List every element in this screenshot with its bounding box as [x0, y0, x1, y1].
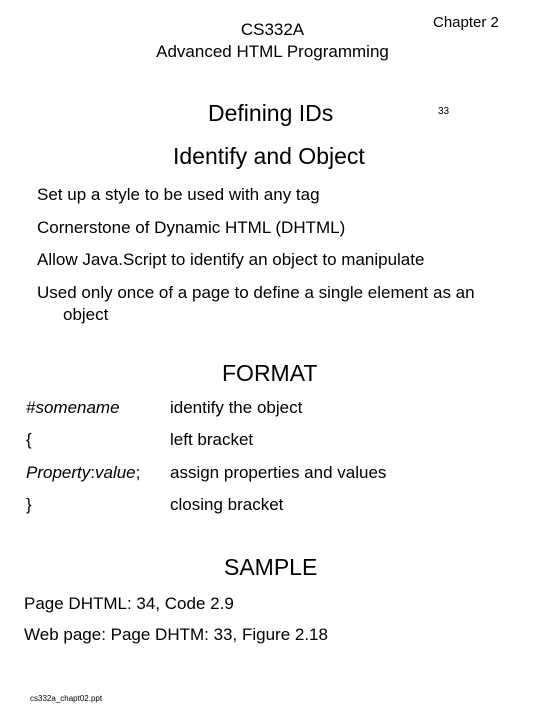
format-syntax: {: [26, 430, 32, 449]
syntax-value: value: [94, 463, 136, 482]
sample-heading: SAMPLE: [224, 554, 318, 580]
bullet-line-continued: object: [63, 305, 109, 324]
bullet-item: Set up a style to be used with any tag: [37, 185, 320, 204]
slide-subtitle: Identify and Object: [173, 143, 365, 169]
bullet-line: Used only once of a page to define a single element as an: [37, 283, 475, 302]
format-description: left bracket: [170, 430, 254, 449]
sample-line: Page DHTML: 34, Code 2.9: [24, 594, 234, 613]
format-description: identify the object: [170, 398, 303, 417]
chapter-label: Chapter 2: [433, 14, 499, 31]
format-syntax: }: [26, 495, 32, 514]
syntax-property: Property: [26, 463, 91, 482]
bullet-item: [37, 282, 517, 326]
format-syntax: [26, 463, 140, 483]
format-description: assign properties and values: [170, 463, 387, 482]
format-description: closing bracket: [170, 495, 284, 514]
syntax-terminator: ;: [135, 463, 141, 482]
format-heading: FORMAT: [222, 360, 318, 386]
format-syntax: [26, 398, 120, 418]
syntax-text: #somename: [26, 398, 120, 417]
syntax-separator: :: [90, 463, 95, 482]
bullet-item: Cornerstone of Dynamic HTML (DHTML): [37, 218, 346, 237]
course-name: Advanced HTML Programming: [156, 42, 389, 61]
slide-number: 33: [438, 106, 450, 117]
course-code: CS332A: [240, 20, 305, 39]
footer-filename: cs332a_chapt02.ppt: [30, 694, 103, 703]
slide-title: Defining IDs: [208, 100, 334, 126]
sample-line: Web page: Page DHTM: 33, Figure 2.18: [24, 625, 328, 644]
bullet-item: Allow Java.Script to identify an object to manipulate: [37, 250, 425, 269]
